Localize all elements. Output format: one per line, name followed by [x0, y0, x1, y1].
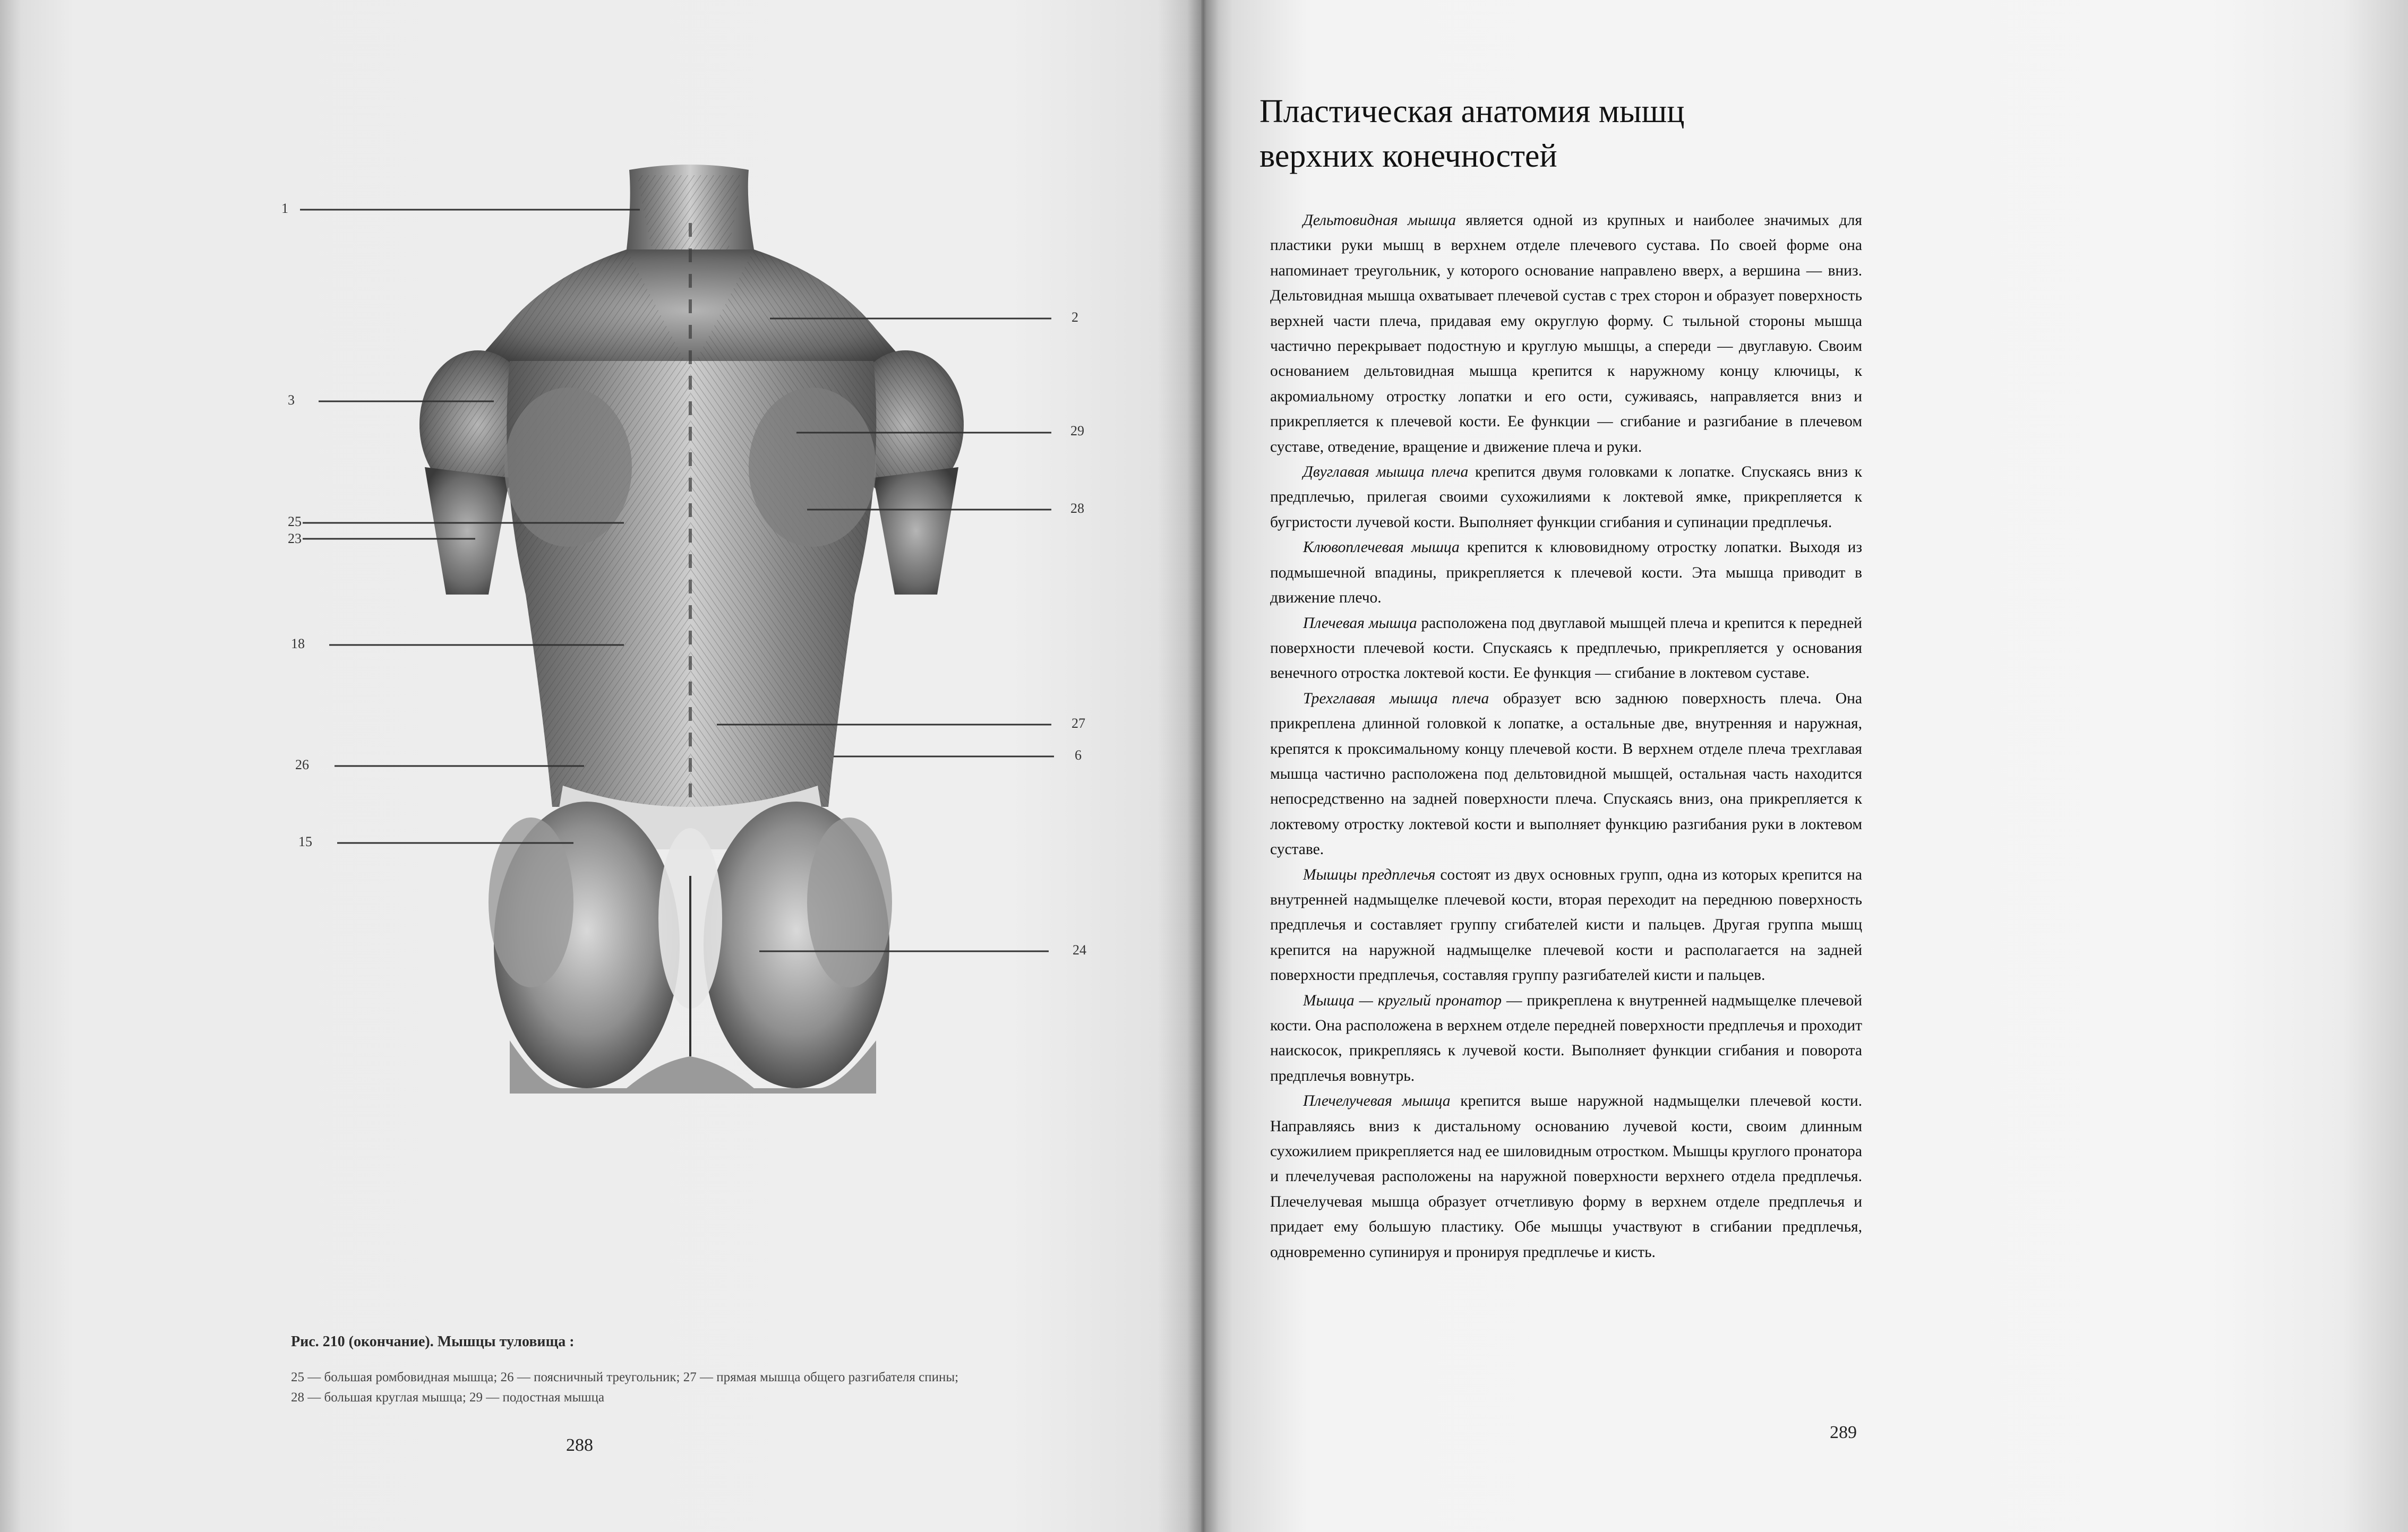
paragraph-text: крепится к клювовидному отростку лопатки. Выходя из подмышечной впадины, прикрепляется к плечевой кости. Эта мышца приводит в движение плечо. — [1270, 539, 1863, 607]
muscle-term: Плечевая мышца — [1303, 614, 1417, 632]
paragraph — [1270, 460, 1862, 535]
figure-label: 3 — [288, 392, 295, 408]
chapter-title-line: верхних конечностей — [1259, 138, 1557, 174]
paragraph-text: крепится двумя головками к лопатке. Спускаясь вниз к предплечью, прилегая своими сухожилиями к локтевой ямке, прикрепляется к бугристости лучевой кости. Выполняет функции сгибания и супинации предплечья. — [1270, 463, 1862, 531]
paragraph — [1270, 863, 1862, 988]
body-text — [1270, 208, 1862, 1265]
paragraph — [1270, 535, 1862, 610]
paragraph — [1270, 611, 1862, 686]
torso-illustration — [0, 0, 1201, 1532]
chapter-title — [1259, 89, 1950, 178]
back-muscles-figure — [0, 0, 1201, 1532]
left-page — [0, 0, 1201, 1532]
paragraph-text: состоят из двух основных групп, одна из которых крепится на внутренней надмыщелке плечевой кости, вторая переходит на переднюю поверхность предплечья и составляет группу сгибателей кисти и пальцев. Другая группа мышц крепится на наружной надмыщелке плечевой кости и располагается на задней поверхности предплечья, составляя группу разгибателей кисти и пальцев. — [1270, 866, 1862, 984]
muscle-term: Дельтовидная мышца — [1303, 212, 1456, 229]
figure-label: 25 — [288, 514, 302, 529]
caption-legend-line: 25 — большая ромбовидная мышца; 26 — поясничный треугольник; 27 — прямая мышца общего разгибателя спины; — [291, 1370, 959, 1384]
paragraph-text: — прикреплена к внутренней надмыщелке плечевой кости. Она расположена в верхнем отделе передней поверхности предплечья и проходит наискосок, прикрепляясь к лучевой кости. Выполняет функции сгибания и поворота предплечья вовнутрь. — [1270, 992, 1862, 1085]
figure-label: 6 — [1075, 747, 1082, 763]
figure-label: 15 — [298, 834, 312, 849]
paragraph — [1270, 208, 1862, 460]
paragraph — [1270, 1089, 1862, 1265]
caption-legend — [291, 1367, 1167, 1408]
figure-label: 24 — [1073, 942, 1086, 958]
paragraph — [1270, 686, 1862, 863]
figure-label: 27 — [1072, 716, 1085, 731]
figure-caption — [291, 1331, 1167, 1408]
paragraph-text: крепится выше наружной надмыщелки плечевой кости. Направляясь вниз к дистальному основанию лучевой кости, своим длинным сухожилием прикрепляется над ее шиловидным отростком. Мышцы круглого пронатора и плечелучевая расположены на наружной поверхности верхнего отдела предплечья. Плечелучевая мышца образует отчетливую форму в верхнем отделе предплечья и придает ему большую пластику. Обе мышцы участвуют в сгибании предплечья, одновременно супинируя и пронируя предплечье и кисть. — [1270, 1092, 1862, 1261]
figure-label: 29 — [1070, 423, 1084, 438]
muscle-term: Трехглавая мышца плеча — [1303, 690, 1489, 707]
muscle-term: Плечелучевая мышца — [1303, 1092, 1451, 1110]
paragraph — [1270, 988, 1862, 1089]
caption-legend-line: 28 — большая круглая мышца; 29 — подостная мышца — [291, 1390, 605, 1405]
figure-label: 1 — [281, 201, 288, 216]
caption-title: Рис. 210 (окончание). Мышцы туловища : — [291, 1333, 575, 1350]
paragraph-text: расположена под двуглавой мышцей плеча и крепится к передней поверхности плечевой кости. Спускаясь к предплечью, прикрепляется у основания венечного отростка локтевой кости. Ее функция — сгибание в локтевом суставе. — [1270, 614, 1863, 682]
figure-label: 26 — [295, 757, 309, 772]
muscle-term: Мышцы предплечья — [1303, 866, 1436, 883]
muscle-term: Клювоплечевая мышца — [1303, 539, 1460, 556]
figure-label: 18 — [291, 636, 305, 651]
page-number-right: 289 — [1830, 1423, 1857, 1442]
paragraph-text: образует всю заднюю поверхность плеча. Она прикреплена длинной головкой к лопатке, а остальные две, внутренняя и наружная, крепятся к проксимальному концу плечевой кости. В верхнем отделе плеча трехглавая мышца частично расположена под дельтовидной мышцей, остальная часть находится непосредственно на задней поверхности плеча. Спускаясь вниз, она прикрепляется к локтевому отростку локтевой кости и выполняет функцию разгибания руки в локтевом суставе. — [1270, 690, 1862, 858]
figure-label: 2 — [1072, 309, 1078, 325]
muscle-term: Мышца — круглый пронатор — [1303, 992, 1502, 1009]
book-gutter — [1187, 0, 1219, 1532]
chapter-title-line: Пластическая анатомия мышц — [1259, 93, 1685, 130]
muscle-term: Двуглавая мышца плеча — [1303, 463, 1469, 481]
paragraph-text: является одной из крупных и наиболее значимых для пластики руки мышц в верхнем отделе плечевого сустава. По своей форме она напоминает треугольник, у которого основание направлено вверх, а вершина — вниз. Дельтовидная мышца охватывает плечевой сустав с трех сторон и образует поверхность верхней части плеча, придавая ему округлую форму. С тыльной стороны мышца частично перекрывает подостную и круглую мышцы, а спереди — двуглавую. Своим основанием дельтовидная мышца крепится к наружному концу ключицы, к акромиальному отростку лопатки и его ости, суживаясь, направляется вниз и прикрепляется к плечевой кости. Ее функции — сгибание и разгибание в плечевом суставе, отведение, вращение и движение плеча и руки. — [1270, 212, 1862, 455]
page-number-left: 288 — [566, 1435, 593, 1455]
figure-label: 23 — [288, 531, 302, 546]
figure-label: 28 — [1070, 501, 1084, 516]
